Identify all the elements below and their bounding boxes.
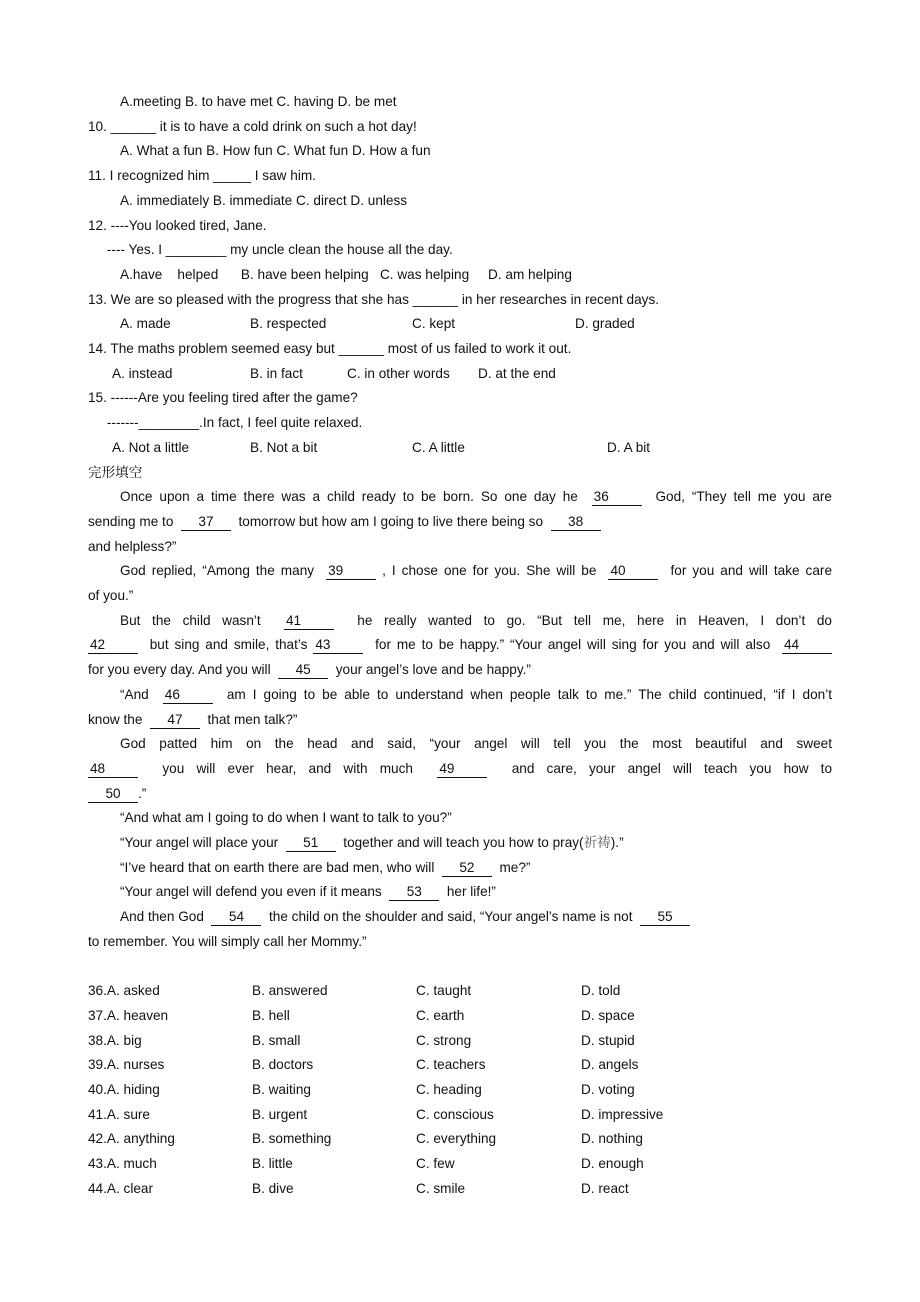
text-segment: A. What a fun B. How fun C. What fun D. How a fun	[120, 143, 431, 159]
text-segment: A.meeting B. to have met C. having D. be met	[120, 94, 397, 109]
text-segment: ---- Yes. I ________ my uncle clean the house all the day.	[88, 242, 453, 258]
text-line	[120, 561, 832, 581]
blank-44: 44	[782, 636, 832, 654]
text-segment: for you every day. And you will	[88, 662, 279, 678]
text-line	[120, 92, 832, 112]
cloze-option: 41.A. sure	[88, 1106, 150, 1122]
text-line	[88, 240, 832, 260]
text-line	[120, 141, 832, 161]
text-segment: am I going to be able to understand when people talk to me.” The child continued, “if I don’t	[219, 686, 833, 702]
text-line	[88, 710, 832, 730]
text-segment: sending me to	[88, 513, 181, 529]
text-segment: Once upon a time there was a child ready to be born. So one day he	[120, 489, 585, 505]
blank-43: 43	[313, 636, 363, 654]
text-line	[120, 907, 832, 927]
cloze-option-row	[0, 1006, 760, 1026]
text-segment: .”	[138, 785, 147, 801]
section-heading	[88, 463, 832, 483]
text-line	[120, 808, 832, 828]
text-segment: tomorrow but how am I going to live there being so	[230, 513, 551, 529]
text-segment: 13. We are so pleased with the progress that she has ______ in her researches in recent days.	[88, 291, 660, 307]
text-segment: And then God	[120, 909, 212, 925]
text-segment: for you and will take care	[664, 563, 833, 579]
text-segment: God patted him on the head and said, “your angel will tell you the most beautiful and sweet	[120, 736, 832, 752]
answer-choices	[0, 438, 760, 458]
cloze-option: D. voting	[581, 1082, 635, 1097]
cloze-option-row	[0, 1031, 760, 1051]
text-line	[120, 487, 832, 507]
text-line	[88, 759, 832, 779]
text-segment: together and will teach you how to pray(	[335, 835, 584, 850]
text-line	[88, 784, 832, 804]
cloze-option: C. earth	[416, 1007, 465, 1023]
cloze-option: B. answered	[252, 983, 328, 999]
cloze-option: 42.A. anything	[88, 1131, 175, 1147]
text-segment: “And	[120, 686, 156, 702]
answer-choice: D. A bit	[607, 439, 651, 455]
cloze-option: D. impressive	[581, 1106, 664, 1122]
answer-choice: D. at the end	[478, 365, 556, 381]
cloze-option: 37.A. heaven	[88, 1007, 169, 1023]
text-line	[88, 932, 832, 952]
text-segment: of you.”	[88, 588, 134, 603]
cloze-option: 36.A. asked	[88, 983, 160, 999]
text-line	[88, 586, 832, 606]
cloze-option: 44.A. clear	[88, 1180, 153, 1196]
cloze-option-row	[0, 1154, 760, 1174]
answer-choices	[0, 364, 760, 384]
text-segment: but sing and smile, that’s	[143, 637, 308, 653]
text-line	[88, 166, 832, 186]
cloze-option-row	[0, 1055, 760, 1075]
text-segment: he really wanted to go. “But tell me, here in Heaven, I don’t do	[345, 612, 832, 628]
text-segment: 10. ______ it is to have a cold drink on such a hot day!	[88, 118, 417, 134]
cloze-option: B. doctors	[252, 1057, 314, 1073]
text-line	[120, 882, 832, 902]
text-segment: “I’ve heard that on earth there are bad men, who will	[120, 859, 442, 875]
answer-choice: A. made	[120, 316, 171, 332]
cloze-option: B. hell	[252, 1007, 290, 1023]
cloze-option-row	[0, 981, 760, 1001]
text-line	[120, 685, 832, 705]
cloze-option-row	[0, 1105, 760, 1125]
answer-choice: C. in other words	[347, 365, 450, 381]
text-segment: , I chose one for you. She will be	[382, 563, 603, 579]
text-segment: me?”	[491, 859, 531, 875]
cloze-option: B. little	[252, 1156, 293, 1172]
text-segment: 12. ----You looked tired, Jane.	[88, 217, 267, 233]
text-segment: “Your angel will place your	[120, 835, 286, 850]
cloze-option: D. nothing	[581, 1131, 643, 1147]
cloze-option: D. react	[581, 1180, 629, 1196]
text-line	[88, 216, 832, 236]
text-segment: the child on the shoulder and said, “Your angel’s name is not	[261, 909, 641, 925]
text-line	[88, 635, 832, 655]
text-line	[88, 512, 832, 532]
cloze-option: B. urgent	[252, 1106, 308, 1122]
cloze-option: C. everything	[416, 1131, 497, 1147]
blank-54: 54	[211, 908, 261, 926]
cloze-option: B. waiting	[252, 1082, 311, 1097]
cloze-option-row	[0, 1080, 760, 1100]
text-segment: and care, your angel will teach you how to	[499, 760, 833, 776]
text-line	[88, 117, 832, 137]
cloze-option: C. smile	[416, 1180, 466, 1196]
text-line	[88, 413, 832, 433]
text-segment: But the child wasn’t	[120, 612, 273, 628]
text-segment: A. immediately B. immediate C. direct D. unless	[120, 192, 408, 208]
text-segment: her life!”	[439, 884, 496, 900]
text-segment: “Your angel will defend you even if it means	[120, 884, 390, 900]
text-line	[88, 388, 832, 408]
blank-48: 48	[88, 760, 138, 778]
text-segment: God replied, “Among the many	[120, 563, 321, 579]
blank-40: 40	[608, 562, 658, 580]
cloze-option: C. few	[416, 1156, 455, 1172]
text-line	[88, 660, 832, 680]
blank-55: 55	[640, 908, 690, 926]
answer-choice: A. Not a little	[112, 439, 190, 455]
blank-39: 39	[326, 562, 376, 580]
answer-choice: A. instead	[112, 365, 173, 381]
text-line	[88, 537, 832, 557]
blank-46: 46	[163, 686, 213, 704]
cloze-option: C. heading	[416, 1082, 482, 1097]
cloze-option: 43.A. much	[88, 1156, 157, 1172]
cloze-option: 40.A. hiding	[88, 1082, 160, 1097]
blank-45: 45	[278, 661, 328, 679]
cloze-option: C. conscious	[416, 1106, 494, 1122]
text-segment: ).”	[610, 835, 624, 850]
text-line	[120, 265, 832, 285]
answer-choice: C. A little	[412, 439, 465, 455]
cloze-option: C. teachers	[416, 1057, 486, 1073]
text-segment: God, “They tell me you are	[648, 489, 832, 505]
text-segment: and helpless?”	[88, 538, 177, 554]
text-segment: your angel’s love and be happy.”	[328, 662, 531, 678]
answer-choice: C. kept	[412, 316, 456, 332]
text-line	[120, 833, 832, 853]
text-line	[120, 734, 832, 754]
blank-49: 49	[437, 760, 487, 778]
cloze-option: D. stupid	[581, 1032, 635, 1048]
text-segment: you will ever hear, and with much	[150, 760, 426, 776]
cloze-option: B. something	[252, 1131, 332, 1147]
blank-47: 47	[150, 711, 200, 729]
text-segment: 15. ------Are you feeling tired after the game?	[88, 390, 358, 406]
text-segment: -------________.In fact, I feel quite relaxed.	[88, 415, 363, 431]
blank-38: 38	[551, 513, 601, 531]
cloze-option: D. enough	[581, 1156, 644, 1172]
blank-37: 37	[181, 513, 231, 531]
cloze-option: C. strong	[416, 1032, 472, 1048]
text-segment: 14. The maths problem seemed easy but ______ most of us failed to work it out.	[88, 341, 572, 356]
chinese-gloss: 祈祷	[583, 835, 611, 851]
cloze-option: B. small	[252, 1032, 301, 1048]
text-line	[88, 339, 832, 359]
text-segment: A.have helped B. have been helping C. was helping D. am helping	[120, 266, 572, 282]
text-segment: “And what am I going to do when I want to talk to you?”	[120, 810, 452, 826]
answer-choices	[0, 314, 760, 334]
text-segment: 完形填空	[88, 464, 143, 480]
blank-41: 41	[284, 612, 334, 630]
blank-53: 53	[389, 883, 439, 901]
cloze-option: D. angels	[581, 1057, 639, 1073]
text-line	[120, 858, 832, 878]
answer-choice: B. in fact	[250, 365, 303, 381]
blank-50: 50	[88, 785, 138, 803]
cloze-option: 39.A. nurses	[88, 1057, 165, 1073]
blank-36: 36	[592, 488, 642, 506]
answer-choice: B. Not a bit	[250, 439, 318, 455]
blank-52: 52	[442, 859, 492, 877]
text-line	[120, 611, 832, 631]
answer-choice: D. graded	[575, 316, 635, 332]
text-segment: 11. I recognized him _____ I saw him.	[88, 168, 316, 184]
cloze-option-row	[0, 1179, 760, 1199]
text-segment: to remember. You will simply call her Mommy.”	[88, 933, 367, 949]
text-line	[88, 290, 832, 310]
cloze-option: B. dive	[252, 1180, 294, 1196]
text-line	[120, 191, 832, 211]
text-segment: that men talk?”	[199, 711, 298, 727]
text-segment: for me to be happy.” “Your angel will sing for you and will also	[369, 637, 777, 653]
cloze-option-row	[0, 1129, 760, 1149]
text-segment: know the	[88, 711, 150, 727]
cloze-option: 38.A. big	[88, 1032, 142, 1048]
cloze-option: D. space	[581, 1007, 635, 1023]
blank-42: 42	[88, 636, 138, 654]
cloze-option: D. told	[581, 983, 621, 999]
cloze-option: C. taught	[416, 983, 472, 999]
blank-51: 51	[286, 834, 336, 852]
answer-choice: B. respected	[250, 316, 327, 332]
